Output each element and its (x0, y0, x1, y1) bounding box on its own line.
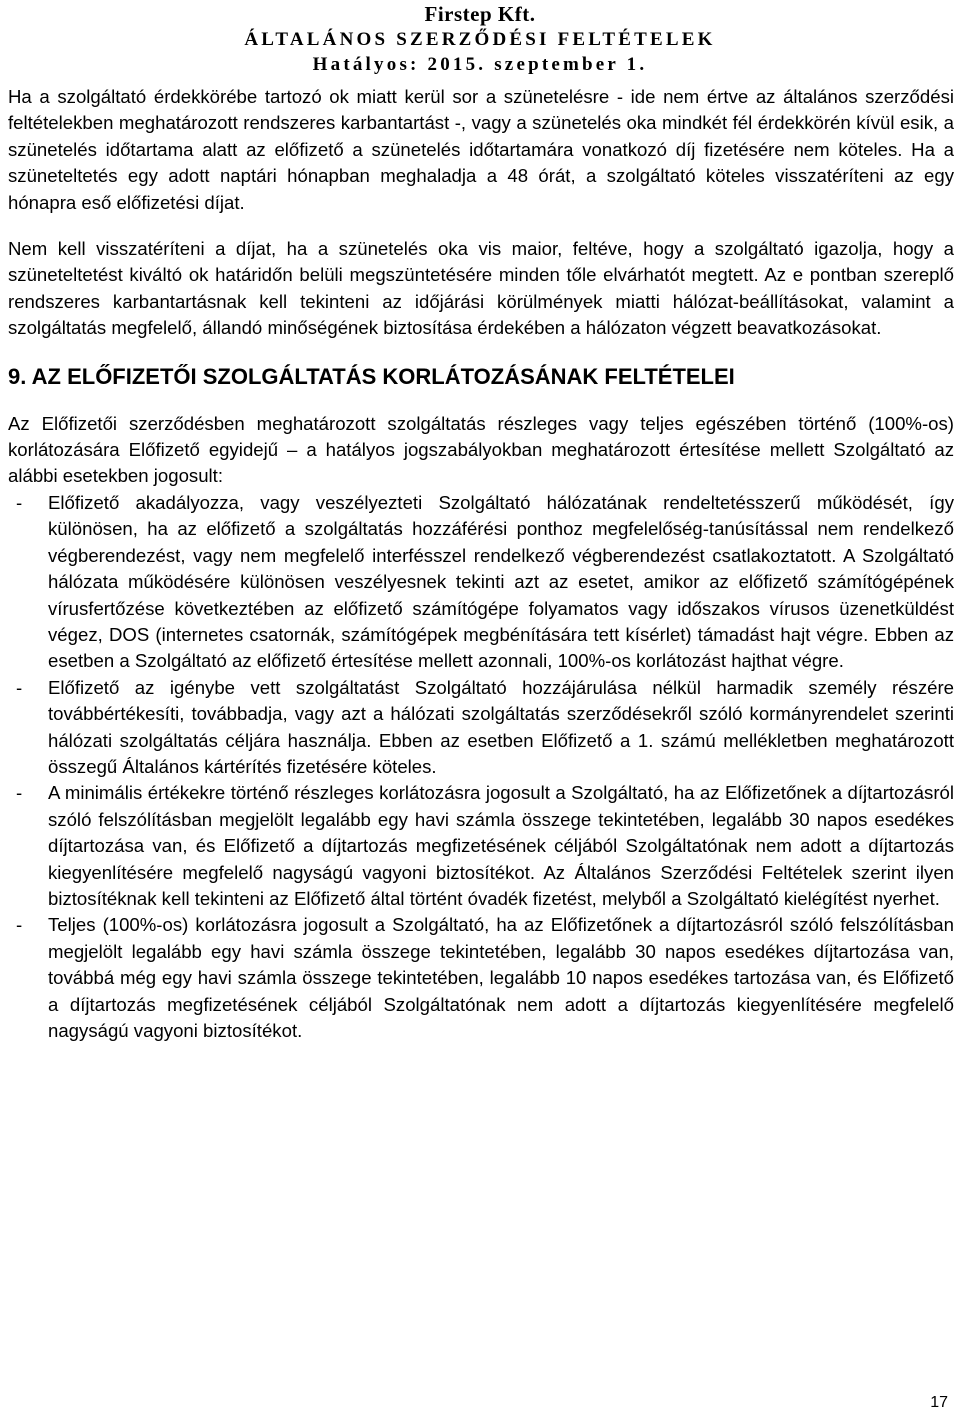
section-intro: Az Előfizetői szerződésben meghatározott szolgáltatás részleges vagy teljes egészében történő (100%-os) korlátozására Előfizető egyidejű – a hatályos jogszabályokban meghatározott értesítése mellett Szolgáltató az alábbi esetekben jogosult: (8, 412, 954, 487)
list-marker: - (16, 676, 23, 698)
list-item (8, 490, 954, 675)
list-marker: - (16, 491, 23, 513)
paragraph-suspension: Ha a szolgáltató érdekkörébe tartozó ok miatt kerül sor a szünetelésre - ide nem értve az általános szerződési feltételekben meghatározott rendszeres karbantartást -, vagy a szünetelés oka mindkét fél érdekkörén kívül esik, a szünetelés időtartama alatt az előfizető a szünetelés időtartamára vonatkozó díj fizetésére nem köteles. Ha a szüneteltetés egy adott naptári hónapban meghaladja a 48 órát, a szolgáltató köteles visszatéríteni az egy hónapra eső előfizetési díjat. (8, 86, 954, 213)
list-item-text: A minimális értékekre történő részleges korlátozásra jogosult a Szolgáltató, ha az Előfizetőnek a díjtartozásról szóló felszólításban megjelölt legalább egy havi számla összege tekintetében, legalább 30 napos esedékes díjtartozása van, és Előfizető a díjtartozás megfizetésének céljából Szolgáltatónak nem adott a díjtartozás kiegyenlítésére megfelelő nagyságú vagyoni biztosítékot. Az Általános Szerződési Feltételek szerint ilyen biztosítéknak kell tekinteni az Előfizető által történt óvadék fizetést, melyből a Szolgáltató kielégítést nyerhet. (48, 782, 954, 909)
company-name: Firstep Kft. (424, 2, 536, 26)
list-item-text: Előfizető az igénybe vett szolgáltatást Szolgáltató hozzájárulása nélkül harmadik személy részére továbbértékesíti, továbbadja, vagy azt a hálózati szolgáltatás szerződésekről szóló kormányrendelet szerinti hálózati szolgáltatás céljára használja. Ebben az esetben Előfizető a 1. számú mellékletben meghatározott összegű Általános kártérítés fizetésére köteles. (48, 676, 954, 777)
list-item-text: Előfizető akadályozza, vagy veszélyezteti Szolgáltató hálózatának rendeltetésszerű működését, így különösen, ha az előfizető a szolgáltatás hozzáférési ponthoz megfelelőség-tanúsítással nem rendelkező végberendezést, vagy nem megfelelő interfésszel rendelkező végberendezést csatlakoztatott. A Szolgáltató hálózata működésére különösen veszélyesnek tekinti azt az esetet, amikor az előfizető számítógépének vírusfertőzése következtében az előfizető számítógépe folyamatos vagy időszakos vírusos üzenetküldést végez, DOS (internetes csatornák, számítógépek megbénítására tett kísérlet) támadást hajt végre. Ebben az esetben a Szolgáltató az előfizető értesítése mellett azonnali, 100%-os korlátozást hajthat végre. (48, 491, 954, 672)
document-header (0, 2, 960, 77)
section-heading: 9. AZ ELŐFIZETŐI SZOLGÁLTATÁS KORLÁTOZÁSÁNAK FELTÉTELEI (8, 363, 735, 389)
document-title: ÁLTALÁNOS SZERZŐDÉSI FELTÉTELEK (244, 29, 716, 50)
page-number: 17 (930, 1394, 948, 1411)
effective-date: Hatályos: 2015. szeptember 1. (312, 54, 648, 75)
list-item (8, 675, 954, 781)
document-body (8, 84, 954, 1044)
list-item (8, 912, 954, 1044)
list-item-text: Teljes (100%-os) korlátozásra jogosult a Szolgáltató, ha az Előfizetőnek a díjtartozásról szóló felszólításban megjelölt legalább egy havi számla összege tekintetében, legalább 30 napos esedékes díjtartozása van, továbbá még egy havi számla összege tekintetében, legalább 10 napos esedékes tartozása van, és Előfizető a díjtartozás megfizetésének céljából Szolgáltatónak nem adott a díjtartozás kiegyenlítésére megfelelő nagyságú vagyoni biztosítékot. (48, 914, 954, 1041)
paragraph-vis-maior: Nem kell visszatéríteni a díjat, ha a szünetelés oka vis maior, feltéve, hogy a szolgáltató igazolja, hogy a szüneteltetést kiváltó ok határidőn belüli megszüntetésére minden tőle elvárhatót megtett. Az e pontban szereplő rendszeres karbantartásnak kell tekinteni az időjárási körülmények miatti hálózat-beállításokat, valamint a szolgáltatás megfelelő, állandó minőségének biztosítása érdekében a hálózaton végzett beavatkozásokat. (8, 238, 954, 339)
list-marker: - (16, 914, 23, 936)
list-marker: - (16, 782, 23, 804)
list-item (8, 780, 954, 912)
